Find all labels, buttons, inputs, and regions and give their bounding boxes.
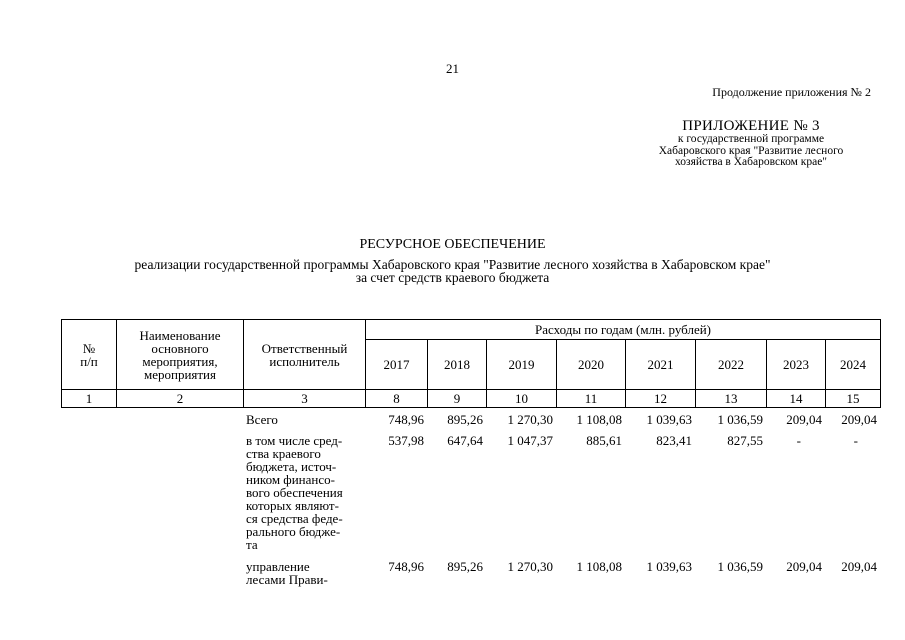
value-cell: 1 108,08 [576,559,622,574]
header-number-line: п/п [80,353,98,369]
header-number-line: № [82,340,96,356]
row-number-cell [61,409,116,430]
value-cell: 209,04 [786,412,822,427]
value-cell: 209,04 [786,559,822,574]
year-cell: 2020 [557,340,626,390]
year-cell: 2019 [487,340,557,390]
appendix-line-3: хозяйства в Хабаровском крае" [675,156,827,168]
value-cell: 1 036,59 [717,412,763,427]
header-responsible-line: исполнитель [269,353,340,369]
column-number: 8 [366,390,428,408]
header-responsible [244,320,366,390]
column-number: 10 [487,390,557,408]
header-activity-line: мероприятия, [142,353,218,369]
row-label-line: ся средства феде- [246,511,343,526]
row-label-line: ником финансо- [246,472,335,487]
row-number-cell [61,560,116,600]
row-label-line: которых являют- [246,498,339,513]
value-cell: 748,96 [388,559,424,574]
value-cell: 209,04 [841,559,877,574]
resource-table-body [61,409,880,600]
header-activity-line: мероприятия [143,366,216,382]
value-cell: 1 039,63 [646,559,692,574]
year-cell: 2018 [428,340,487,390]
column-number: 1 [62,390,117,408]
year-cell: 2021 [626,340,696,390]
row-number-cell [61,430,116,560]
row-label-line: вого обеспечения [246,485,343,500]
header-responsible-line: Ответственный [261,340,348,356]
value-cell: 1 036,59 [717,559,763,574]
header-activity-line: Наименование [139,327,221,343]
value-cell: 209,04 [841,412,877,427]
column-number: 9 [428,390,487,408]
value-cell: 823,41 [656,433,692,448]
value-cell: 537,98 [388,433,424,448]
value-cell: 748,96 [388,412,424,427]
year-cell: 2024 [826,340,881,390]
continuation-note: Продолжение приложения № 2 [712,85,871,99]
header-activity-name [117,320,244,390]
resource-table-header [61,319,881,408]
appendix-line-1: к государственной программе [677,133,825,145]
column-number: 11 [557,390,626,408]
value-cell: 647,64 [447,433,483,448]
table-row [61,560,880,600]
year-cell: 2022 [696,340,767,390]
row-label [243,560,365,600]
document-title: РЕСУРСНОЕ ОБЕСПЕЧЕНИЕ [359,237,546,252]
row-activity-cell [116,560,243,600]
row-activity-cell [116,409,243,430]
subtitle-line-2: за счет средств краевого бюджета [355,270,550,285]
year-cell: 2023 [767,340,826,390]
row-label-line: управление [246,559,310,574]
row-label [243,430,365,560]
table-row [61,409,880,430]
table-row [61,430,880,560]
column-number: 14 [767,390,826,408]
value-cell: - [853,433,858,448]
appendix-line-2: Хабаровского края "Развитие лесного [658,144,844,157]
row-label-line: в том числе сред- [246,433,343,448]
value-cell: 1 270,30 [507,559,553,574]
value-cell: - [796,433,801,448]
value-cell: 895,26 [447,412,483,427]
year-cell: 2017 [366,340,428,390]
row-label-line: лесами Прави- [246,572,328,587]
value-cell: 1 039,63 [646,412,692,427]
value-cell: 1 270,30 [507,412,553,427]
header-expenses: Расходы по годам (млн. рублей) [366,320,881,340]
row-label-line: бюджета, источ- [246,459,337,474]
row-label-line: Всего [246,412,278,427]
column-number: 2 [117,390,244,408]
row-label [243,409,365,430]
page-number: 21 [446,61,459,76]
column-number: 12 [626,390,696,408]
value-cell: 827,55 [727,433,763,448]
value-cell: 895,26 [447,559,483,574]
value-cell: 1 047,37 [507,433,553,448]
appendix-title: ПРИЛОЖЕНИЕ № 3 [682,118,820,134]
column-number: 3 [244,390,366,408]
row-label-line: ства краевого [246,446,321,461]
row-label-line: та [246,537,258,552]
value-cell: 1 108,08 [576,412,622,427]
subtitle-line-1: реализации государственной программы Хабаровского края "Развитие лесного хозяйства в Хабаровском крае" [134,257,771,272]
column-number: 13 [696,390,767,408]
appendix-block [631,118,871,169]
row-activity-cell [116,430,243,560]
document-subtitle [0,258,905,284]
column-number: 15 [826,390,881,408]
header-number [62,320,117,390]
header-activity-line: основного [151,340,209,356]
value-cell: 885,61 [586,433,622,448]
row-label-line: рального бюдже- [246,524,341,539]
